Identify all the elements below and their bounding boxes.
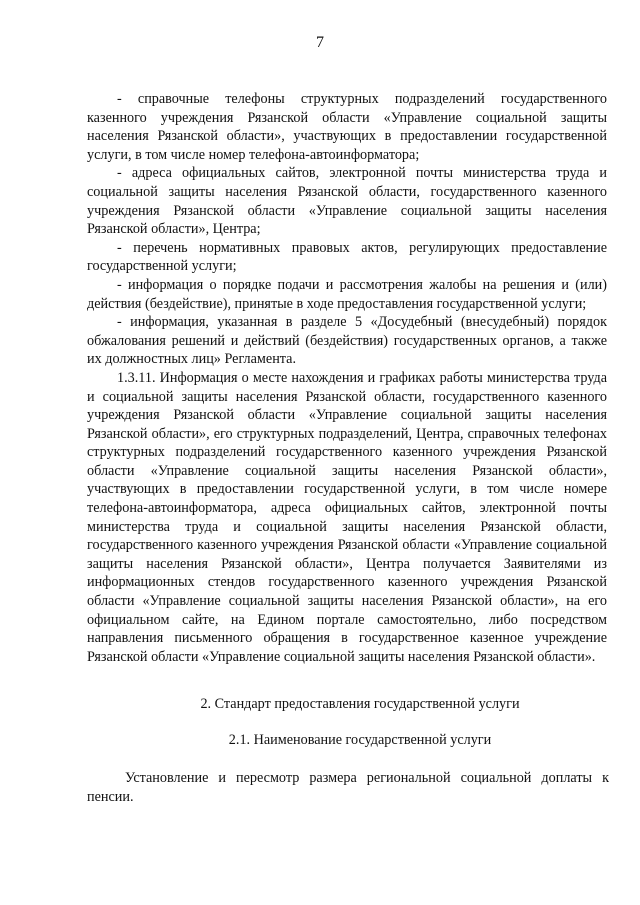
paragraph-1-3-11: 1.3.11. Информация о месте нахождения и графиках работы министерства труда и социальной защиты населения Рязанской области, государственного казенного учреждения Рязанской области «Управление социальной защиты населения Рязанской области», его структурных подразделений, Центра, справочных телефонах структурных подразделений государственного казенного учреждения Рязанской области «Управление социальной защиты населения Рязанской области», участвующих в предоставлении государственной услуги, в том числе номере телефона-автоинформатора, адреса официальных сайтов, электронной почты министерства труда и социальной защиты населения Рязанской области, государственного казенного учреждения Рязанской области «Управление социальной защиты населения Рязанской области», Центра получается Заявителями из информационных стендов государственного казенного учреждения Рязанской области «Управление социальной защиты населения Рязанской области», на его официальном сайте, на Едином портале самостоятельно, либо посредством направления письменного обращения в государственное казенное учреждение Рязанской области «Управление социальной защиты населения Рязанской области». — [87, 369, 607, 665]
body-text — [87, 90, 607, 666]
subsection-heading: 2.1. Наименование государственной услуги — [228, 732, 492, 748]
paragraph-legal-acts: - перечень нормативных правовых актов, регулирующих предоставление государственной услуги; — [87, 239, 607, 275]
paragraph-section5: - информация, указанная в разделе 5 «Досудебный (внесудебный) порядок обжалования решений и действий (бездействия) государственных органов, а также их должностных лиц» Регламента. — [87, 314, 607, 368]
paragraph-phones: - справочные телефоны структурных подразделений государственного казенного учреждения Рязанской области «Управление социальной защиты населения Рязанской области», участвующих в предоставлении государственной услуги, в том числе номер телефона-автоинформатора; — [87, 91, 607, 163]
service-name-paragraph: Установление и пересмотр размера региональной социальной доплаты к пенсии. — [87, 770, 609, 805]
section-heading: 2. Стандарт предоставления государственной услуги — [200, 696, 520, 712]
page-number: 7 — [316, 34, 324, 51]
paragraph-complaints: - информация о порядке подачи и рассмотрения жалобы на решения и (или) действия (бездействие), принятые в ходе предоставления государственной услуги; — [87, 276, 607, 312]
paragraph-addresses: - адреса официальных сайтов, электронной почты министерства труда и социальной защиты населения Рязанской области, государственного казенного учреждения Рязанской области «Управление социальной защиты населения Рязанской области», Центра; — [87, 165, 607, 238]
